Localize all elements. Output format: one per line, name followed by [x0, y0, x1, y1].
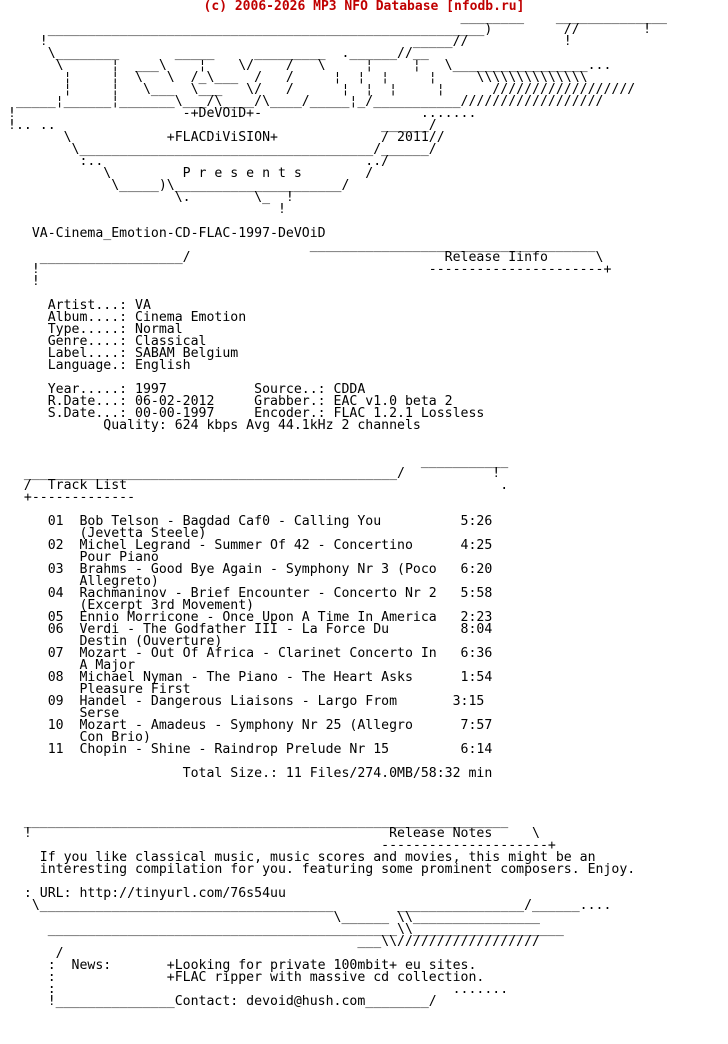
- nfo-line: ! -+DeVOiD+- .......: [8, 106, 477, 121]
- nfo-line: : News: +Looking for private 100mbit+ eu sites.: [8, 958, 477, 973]
- nfo-line: Artist...: VA: [8, 298, 151, 313]
- nfo-line: \_____________________________________/______/: [8, 142, 437, 157]
- nfo-line: Quality: 624 kbps Avg 44.1kHz 2 channels: [8, 418, 421, 433]
- nfo-line: ____________________________________: [8, 238, 596, 253]
- nfo-line: \. \_ !: [8, 190, 294, 205]
- nfo-line: _______________________________________________________) // !: [8, 22, 652, 37]
- nfo-line: \ ¦ ___\ ¦ \/ / \ ¦ ¦ \_________________...: [8, 58, 612, 73]
- nfo-line: ___________: [8, 454, 509, 469]
- nfo-line: Total Size.: 11 Files/274.0MB/58:32 min: [8, 766, 493, 781]
- nfo-line: Allegreto): [8, 574, 159, 589]
- nfo-line: If you like classical music, music scores and movies, this might be an: [8, 850, 596, 865]
- nfo-line: A Major: [8, 658, 136, 673]
- nfo-line: /: [8, 946, 64, 961]
- nfo-line: VA-Cinema_Emotion-CD-FLAC-1997-DeVOiD: [8, 226, 326, 241]
- nfo-text: [8, 12, 667, 1008]
- nfo-line: ! _____// !: [8, 34, 572, 49]
- site-header: (c) 2006-2026 MP3 NFO Database [nfodb.ru]: [203, 0, 525, 14]
- nfo-line: !.. .. ______/: [8, 118, 437, 133]
- nfo-line: 02 Michel Legrand - Summer Of 42 - Concertino 4:25: [8, 538, 493, 553]
- nfo-line: Album....: Cinema Emotion: [8, 310, 247, 325]
- nfo-line: Serse: [8, 706, 120, 721]
- nfo-line: __________________/ Release Iinfo \: [8, 250, 604, 265]
- nfo-line: 10 Mozart - Amadeus - Symphony Nr 25 (Allegro 7:57: [8, 718, 493, 733]
- nfo-line: +-------------: [8, 490, 136, 505]
- nfo-line: _______________________________________________/ !: [8, 466, 501, 481]
- nfo-line: interesting compilation for you. featuring some prominent composers. Enjoy.: [8, 862, 636, 877]
- nfo-line: Con Brio): [8, 730, 151, 745]
- nfo-line: \_____)\_____________________/: [8, 178, 350, 193]
- nfo-line: 11 Chopin - Shine - Raindrop Prelude Nr 15 6:14: [8, 742, 493, 757]
- nfo-line: \________ _____ _________ .______//__: [8, 46, 429, 61]
- nfo-line: \_____________________________________ ________________/______....: [8, 898, 612, 913]
- nfo-line: ___\\//////////////////: [8, 934, 540, 949]
- nfo-line: 07 Mozart - Out Of Africa - Clarinet Concerto In 6:36: [8, 646, 493, 661]
- nfo-line: ! ----------------------+: [8, 262, 612, 277]
- nfo-line: ____________________________________________\\___________________: [8, 922, 564, 937]
- nfo-line: ¦ ¦ \ \ /_\___ / / ¦ ¦ ¦ ¦ \\\\\\\\\\\\\\: [8, 70, 588, 85]
- nfo-line: !_______________Contact: devoid@hush.com________/: [8, 994, 437, 1009]
- nfo-line: Destin (Ouverture): [8, 634, 223, 649]
- nfo-line: Language.: English: [8, 358, 191, 373]
- nfo-line: R.Date...: 06-02-2012 Grabber.: EAC v1.0 beta 2: [8, 394, 453, 409]
- nfo-line: 03 Brahms - Good Bye Again - Symphony Nr 3 (Poco 6:20: [8, 562, 493, 577]
- nfo-line: Year.....: 1997 Source..: CDDA: [8, 382, 366, 397]
- nfo-line: ¦ ¦ \___ \___ \/ / ¦ ¦ ¦ ¦ //////////////////: [8, 82, 636, 97]
- nfo-line: ---------------------+: [8, 838, 556, 853]
- nfo-line: : URL: http://tinyurl.com/76s54uu: [8, 886, 286, 901]
- nfo-line: !: [8, 202, 286, 217]
- nfo-line: \ +FLACDiViSION+ / 2011//: [8, 130, 445, 145]
- nfo-line: ________ ______________: [8, 10, 667, 25]
- nfo-line: Type.....: Normal: [8, 322, 183, 337]
- nfo-line: / Track List .: [8, 478, 509, 493]
- nfo-line: Pour Piano: [8, 550, 159, 565]
- nfo-line: 08 Michael Nyman - The Piano - The Heart Asks 1:54: [8, 670, 493, 685]
- nfo-line: Pleasure First: [8, 682, 191, 697]
- nfo-line: Genre....: Classical: [8, 334, 207, 349]
- nfo-line: _____________________________________________________________: [8, 814, 509, 829]
- nfo-line: \______ \\________________: [8, 910, 540, 925]
- nfo-line: ! Release Notes \: [8, 826, 540, 841]
- nfo-line: Label....: SABAM Belgium: [8, 346, 239, 361]
- nfo-line: 05 Ennio Morricone - Once Upon A Time In America 2:23: [8, 610, 493, 625]
- nfo-line: 01 Bob Telson - Bagdad Caf0 - Calling You 5:26: [8, 514, 493, 529]
- nfo-line: : +FLAC ripper with massive cd collection.: [8, 970, 485, 985]
- nfo-line: \ P r e s e n t s /: [8, 166, 374, 181]
- nfo-line: _____¦______¦_______\___/\____/\____/_____¦_/___________//////////////////: [8, 94, 604, 109]
- nfo-line: (Excerpt 3rd Movement): [8, 598, 255, 613]
- nfo-line: !: [8, 274, 40, 289]
- nfo-line: : .......: [8, 982, 509, 997]
- nfo-line: S.Date...: 00-00-1997 Encoder.: FLAC 1.2.1 Lossless: [8, 406, 485, 421]
- nfo-line: (Jevetta Steele): [8, 526, 207, 541]
- nfo-line: 06 Verdi - The Godfather III - La Force Du 8:04: [8, 622, 493, 637]
- nfo-line: 09 Handel - Dangerous Liaisons - Largo From 3:15: [8, 694, 485, 709]
- nfo-line: :.. ../: [8, 154, 390, 169]
- nfo-line: 04 Rachmaninov - Brief Encounter - Concerto Nr 2 5:58: [8, 586, 493, 601]
